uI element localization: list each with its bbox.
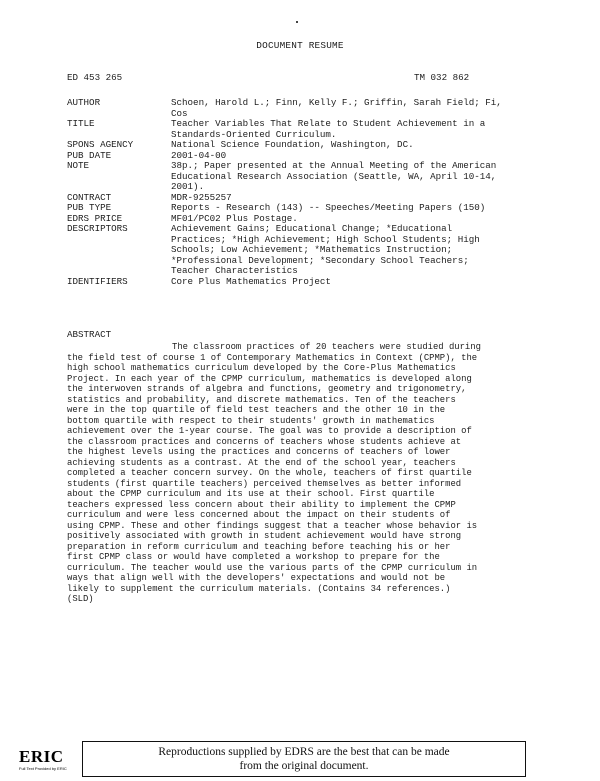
field-label-title: TITLE bbox=[67, 118, 95, 129]
field-label-descriptors: DESCRIPTORS bbox=[67, 223, 128, 234]
abstract-line: completed a teacher concern survey. On the whole, teachers of first quartile bbox=[67, 468, 472, 478]
field-label-pub-date: PUB DATE bbox=[67, 149, 112, 161]
eric-logo-subtext: Full Text Provided by ERIC bbox=[19, 766, 67, 771]
eric-logo-text: ERIC bbox=[19, 747, 64, 766]
ed-number: ED 453 265 bbox=[67, 72, 123, 83]
abstract-line: curriculum and were less concerned about the impact on their students of bbox=[67, 510, 451, 520]
field-label-pub-type: PUB TYPE bbox=[67, 202, 112, 213]
field-value-line: Educational Research Association (Seattle, WA, April 10-14, bbox=[171, 170, 497, 182]
eric-logo bbox=[15, 740, 75, 776]
abstract-line: were in the top quartile of field test teachers and the other 10 in the bbox=[67, 405, 446, 415]
abstract-line: statistics and probability, and discrete mathematics. Ten of the teachers bbox=[67, 394, 456, 405]
field-label-spons-agency: SPONS AGENCY bbox=[67, 139, 134, 150]
field-value-line: Reports - Research (143) -- Speeches/Meeting Papers (150) bbox=[171, 202, 486, 213]
abstract-line: the field test of course 1 of Contemporary Mathematics in Context (CPMP), the bbox=[67, 352, 478, 363]
abstract-line: curriculum. The teacher would use the various parts of the CPMP curriculum in bbox=[67, 562, 478, 573]
document-title: DOCUMENT RESUME bbox=[256, 40, 344, 51]
field-value-line: Achievement Gains; Educational Change; *Educational bbox=[171, 223, 453, 234]
abstract-line: preparation in reform curriculum and teaching before teaching his or her bbox=[67, 541, 451, 552]
tm-number: TM 032 862 bbox=[414, 72, 470, 83]
field-value-line: MF01/PC02 Plus Postage. bbox=[171, 212, 298, 224]
field-label-author: AUTHOR bbox=[67, 97, 101, 108]
field-value-line: Standards-Oriented Curriculum. bbox=[171, 128, 337, 140]
field-value-line: 2001). bbox=[171, 181, 205, 192]
abstract-line: high school mathematics curriculum developed by the Core-Plus Mathematics bbox=[67, 363, 456, 373]
abstract-text bbox=[67, 342, 557, 605]
field-value-line: Practices; *High Achievement; High School Students; High bbox=[171, 233, 480, 245]
field-value-line: Teacher Variables That Relate to Student Achievement in a bbox=[171, 118, 486, 129]
field-value-line: *Professional Development; *Secondary School Teachers; bbox=[171, 254, 469, 266]
abstract-line: the classroom practices and concerns of teachers whose students achieve at bbox=[67, 436, 462, 447]
reproduction-notice-line-1: Reproductions supplied by EDRS are the best that can be made bbox=[158, 746, 450, 758]
abstract-line: positively associated with growth in student achievement would have strong bbox=[67, 531, 462, 541]
scan-speck bbox=[296, 21, 298, 23]
field-label-contract: CONTRACT bbox=[67, 191, 112, 203]
field-label-edrs-price: EDRS PRICE bbox=[67, 212, 123, 224]
field-value-line: Core Plus Mathematics Project bbox=[171, 275, 331, 287]
field-value-line: 2001-04-00 bbox=[171, 149, 227, 161]
field-value-line: Schools; Low Achievement; *Mathematics Instruction; bbox=[171, 244, 453, 255]
abstract-line: using CPMP. These and other findings suggest that a teacher whose behavior is bbox=[67, 520, 478, 531]
field-value-line: National Science Foundation, Washington, DC. bbox=[171, 139, 414, 150]
abstract-line: the highest levels using the practices and concerns of teachers of lower bbox=[67, 447, 451, 457]
abstract-line: likely to supplement the curriculum materials. (Contains 34 references.) bbox=[67, 583, 451, 594]
abstract-line: Project. In each year of the CPMP curriculum, mathematics is developed along bbox=[67, 373, 472, 384]
abstract-line: teachers expressed less concern about their ability to implement the CPMP bbox=[67, 499, 456, 510]
field-label-identifiers: IDENTIFIERS bbox=[67, 275, 128, 287]
abstract-line: the interwoven strands of algebra and functions, geometry and trigonometry, bbox=[67, 384, 467, 394]
abstract-line: first CPMP class or would have completed a workshop to prepare for the bbox=[67, 552, 440, 562]
abstract-line: achieving students as a contrast. At the end of the school year, teachers bbox=[67, 457, 456, 468]
abstract-line: students (first quartile teachers) perceived themselves as better informed bbox=[67, 478, 462, 489]
field-value-line: Teacher Characteristics bbox=[171, 265, 298, 276]
field-value-line: MDR-9255257 bbox=[171, 191, 232, 203]
abstract-line: ways that align well with the developers' expectations and would not be bbox=[67, 573, 446, 583]
field-value-line: 38p.; Paper presented at the Annual Meeting of the American bbox=[171, 160, 497, 171]
abstract-line: (SLD) bbox=[67, 594, 94, 604]
abstract-line: bottom quartile with respect to their students' growth in mathematics bbox=[67, 415, 435, 426]
reproduction-notice-line-2: from the original document. bbox=[239, 760, 369, 772]
reproduction-notice bbox=[82, 741, 526, 777]
abstract-line: The classroom practices of 20 teachers were studied during bbox=[172, 342, 481, 352]
field-value-line: Schoen, Harold L.; Finn, Kelly F.; Griffin, Sarah Field; Fi, bbox=[171, 97, 502, 108]
field-label-note: NOTE bbox=[67, 160, 90, 171]
abstract-line: achievement over the 1-year course. The goal was to provide a description of bbox=[67, 426, 472, 436]
abstract-label: ABSTRACT bbox=[67, 329, 112, 340]
abstract-line: about the CPMP curriculum and its use at their school. First quartile bbox=[67, 489, 435, 499]
field-value-line: Cos bbox=[171, 107, 188, 119]
